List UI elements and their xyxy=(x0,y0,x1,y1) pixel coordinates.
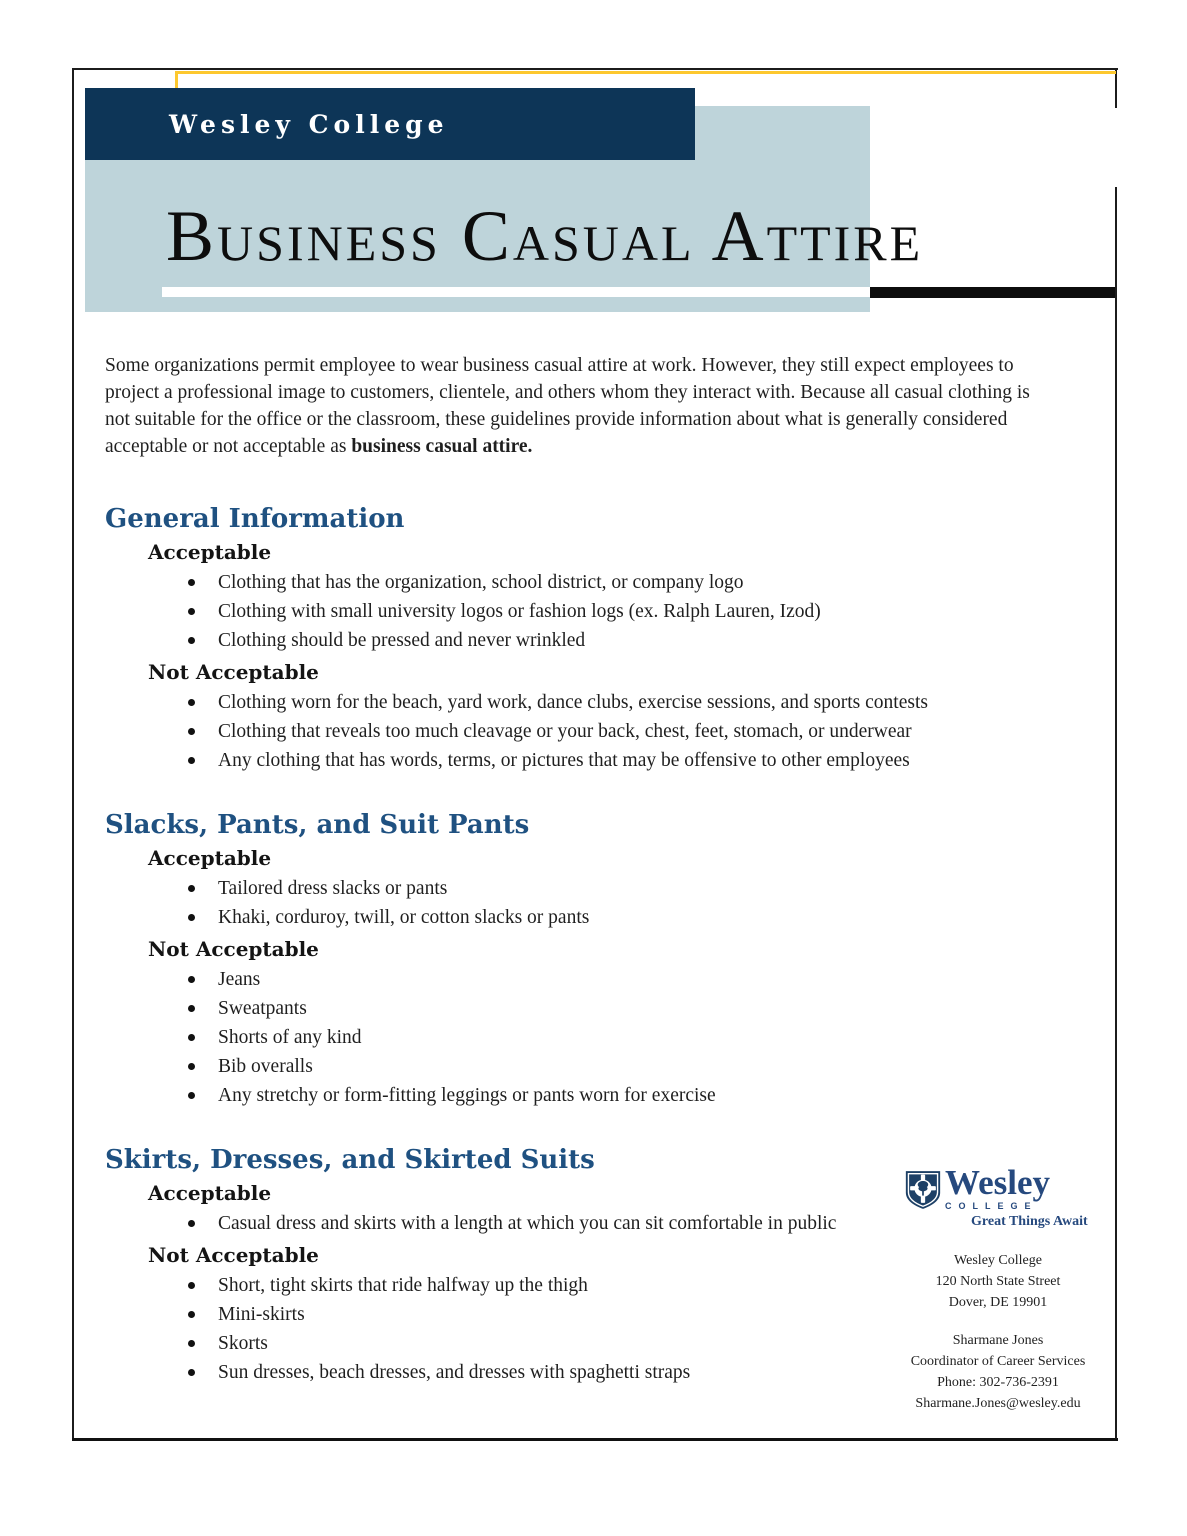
list-item: Tailored dress slacks or pants xyxy=(105,874,1095,903)
college-banner xyxy=(85,88,695,160)
contact-person-block xyxy=(868,1330,1128,1414)
list-item: Clothing with small university logos or fashion logs (ex. Ralph Lauren, Izod) xyxy=(105,597,1095,626)
list-item: Khaki, corduroy, twill, or cotton slacks or pants xyxy=(105,903,1095,932)
logo-text xyxy=(945,1163,1050,1211)
college-banner-title: Wesley College xyxy=(169,109,449,139)
list-item: Jeans xyxy=(105,965,1095,994)
group-label-not-acceptable: Not Acceptable xyxy=(148,937,319,961)
page-border-left xyxy=(72,68,74,1441)
section-heading: Slacks, Pants, and Suit Pants xyxy=(105,810,530,840)
contact-email: Sharmane.Jones@wesley.edu xyxy=(915,1396,1081,1411)
intro-paragraph xyxy=(105,352,1045,460)
intro-text: Some organizations permit employee to wear business casual attire at work. However, they still expect employees to project a professional image to customers, clientele, and others whom they interact with. Because all casual clothing is not suitable for the office or the classroom, these guidelines provide information about what is generally considered acceptable or not acceptable as xyxy=(105,355,1030,457)
list-item: Casual dress and skirts with a length at which you can sit comfortable in public xyxy=(105,1209,863,1238)
list-item: Sweatpants xyxy=(105,994,1095,1023)
section-heading: Skirts, Dresses, and Skirted Suits xyxy=(105,1145,595,1175)
wesley-college-logo xyxy=(905,1163,1105,1230)
list-item: Clothing worn for the beach, yard work, dance clubs, exercise sessions, and sports contests xyxy=(105,688,1095,717)
logo-college-label: COLLEGE xyxy=(945,1201,1038,1211)
group-label-acceptable: Acceptable xyxy=(148,540,272,564)
section-general-information xyxy=(105,503,1095,775)
list-item: Shorts of any kind xyxy=(105,1023,1095,1052)
acceptable-list xyxy=(105,874,1095,932)
wesley-shield-icon xyxy=(905,1170,941,1210)
section-slacks-pants xyxy=(105,809,1095,1110)
section-heading: General Information xyxy=(105,504,405,534)
list-item: Clothing that reveals too much cleavage or your back, chest, feet, stomach, or underwear xyxy=(105,717,1095,746)
contact-person-name: Sharmane Jones xyxy=(952,1333,1044,1348)
page-border-right-stub xyxy=(1115,68,1117,108)
contact-phone: Phone: 302-736-2391 xyxy=(937,1375,1059,1390)
list-item: Any clothing that has words, terms, or pictures that may be offensive to other employees xyxy=(105,746,1095,775)
list-item: Clothing that has the organization, school district, or company logo xyxy=(105,568,1095,597)
contact-address-block xyxy=(868,1250,1128,1313)
list-item: Short, tight skirts that ride halfway up the thigh xyxy=(105,1271,1095,1300)
gold-accent-line-horizontal xyxy=(175,71,1116,74)
page-border-bottom xyxy=(72,1438,1118,1441)
logo-wordmark: Wesley xyxy=(945,1163,1050,1202)
not-acceptable-list xyxy=(105,965,1095,1110)
contact-org-name: Wesley College xyxy=(954,1253,1042,1268)
list-item: Bib overalls xyxy=(105,1052,1095,1081)
contact-street: 120 North State Street xyxy=(935,1274,1061,1289)
contact-person-title: Coordinator of Career Services xyxy=(910,1354,1086,1369)
group-label-acceptable: Acceptable xyxy=(148,846,272,870)
title-underline-black xyxy=(870,287,1115,298)
list-item: Clothing should be pressed and never wrinkled xyxy=(105,626,1095,655)
logo-tagline: Great Things Await xyxy=(971,1214,1088,1229)
group-label-not-acceptable: Not Acceptable xyxy=(148,1243,319,1267)
page-title: Business Casual Attire xyxy=(166,196,924,276)
group-label-acceptable: Acceptable xyxy=(148,1181,272,1205)
intro-bold-text: business casual attire. xyxy=(351,436,533,457)
title-underline-white xyxy=(162,287,870,297)
logo-row xyxy=(905,1163,1105,1211)
acceptable-list xyxy=(105,568,1095,655)
group-label-not-acceptable: Not Acceptable xyxy=(148,660,319,684)
page-border-top xyxy=(72,68,1118,70)
not-acceptable-list xyxy=(105,688,1095,775)
list-item: Skorts xyxy=(105,1329,1095,1358)
contact-city-state: Dover, DE 19901 xyxy=(948,1295,1048,1310)
list-item: Sun dresses, beach dresses, and dresses with spaghetti straps xyxy=(105,1358,1095,1387)
list-item: Any stretchy or form-fitting leggings or pants worn for exercise xyxy=(105,1081,1095,1110)
list-item: Mini-skirts xyxy=(105,1300,1095,1329)
